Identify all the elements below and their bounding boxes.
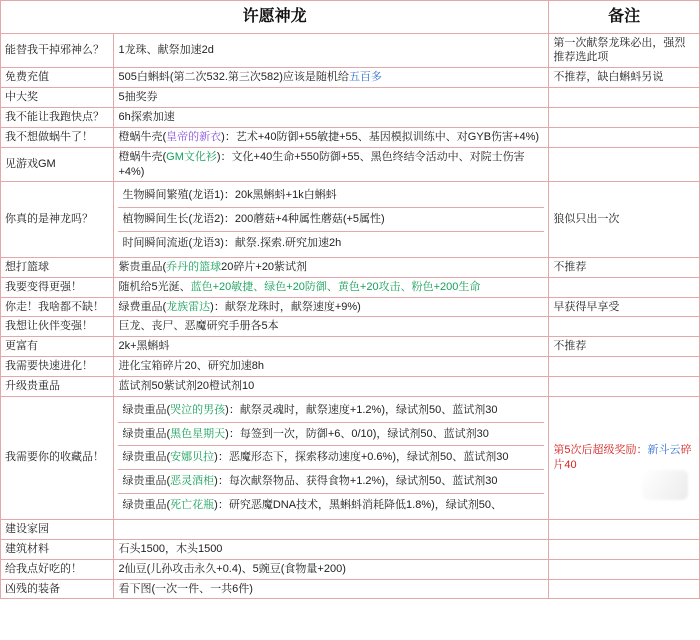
sub-pre: 绿贵重品(: [122, 427, 171, 440]
row-note: [549, 559, 700, 579]
page-title: 许愿神龙: [1, 1, 549, 34]
sub-pre: 绿贵重品(: [122, 475, 171, 488]
row-note: [549, 357, 700, 377]
reward-text: )：文化+40生命+550防御+55、黑色终结令活动中、对院士伤害+4%): [118, 150, 525, 178]
row-note: [549, 376, 700, 396]
item-name: 安娜贝拉: [170, 451, 215, 464]
reward-text: 随机给5光涎、: [118, 280, 191, 293]
row-note: 狼似只出一次: [549, 182, 700, 258]
reward-value-group: [114, 396, 549, 519]
table-row: [1, 317, 700, 337]
reward-value-group: [114, 182, 549, 258]
reward-highlight: 乔丹的篮球: [166, 260, 222, 273]
reward-value: 2仙豆(儿孙攻击永久+0.4)、5豌豆(食物量+200): [114, 559, 549, 579]
wish-label: 凶残的装备: [1, 579, 114, 599]
table-title-row: [1, 1, 700, 34]
reward-value: [114, 127, 549, 147]
reward-value: 巨龙、丧尸、恶魔研究手册各5本: [114, 317, 549, 337]
reward-text: 505白蝌蚪(第二次532.第三次582)应该是随机给: [118, 71, 349, 84]
reward-value: 石头1500，木头1500: [114, 539, 549, 559]
row-note: [549, 107, 700, 127]
sub-post: )：研究恶魔DNA技术，黑蝌蚪消耗降低1.8%)，绿试剂50、: [214, 499, 503, 512]
reward-value: [114, 297, 549, 317]
item-name: 恶灵酒柜: [170, 475, 215, 488]
reward-text: 绿费重品(: [118, 300, 167, 313]
note-highlight: 新斗云: [647, 444, 681, 457]
row-note: 不推荐: [549, 257, 700, 277]
row-note: [549, 317, 700, 337]
sub-row: [118, 446, 544, 470]
row-note: [549, 396, 700, 519]
table-row: [1, 107, 700, 127]
wish-label: 我不想做蜗牛了！: [1, 127, 114, 147]
reward-value: 5抽奖券: [114, 88, 549, 108]
wish-label: 中大奖: [1, 88, 114, 108]
reward-value: 看下图(一次一件、一共6件): [114, 579, 549, 599]
wish-label: 免费充值: [1, 68, 114, 88]
sub-table: [118, 184, 544, 255]
wish-label: 我要变得更强！: [1, 277, 114, 297]
reward-value: 6h探索加速: [114, 107, 549, 127]
row-note: 不推荐，缺白蝌蚪另说: [549, 68, 700, 88]
row-note: [549, 539, 700, 559]
reward-text: 紫贵重品(: [118, 260, 167, 273]
row-note: 不推荐: [549, 337, 700, 357]
row-note: [549, 88, 700, 108]
reward-value: [114, 277, 549, 297]
wish-label: 更富有: [1, 337, 114, 357]
item-name: 黑色星期天: [170, 427, 226, 440]
table-row: [1, 88, 700, 108]
sub-post: )：献祭灵魂时，献祭速度+1.2%)，绿试剂50、蓝试剂30: [225, 403, 498, 416]
sub-row: [118, 494, 544, 517]
table-row: [1, 127, 700, 147]
sub-row: 生物瞬间繁殖(龙语1)：20k黑蝌蚪+1k白蝌蚪: [118, 184, 544, 207]
table-row: [1, 277, 700, 297]
sub-row: [118, 422, 544, 446]
table-row: [1, 520, 700, 540]
note-text: 第5次后超级奖励：: [553, 444, 648, 457]
reward-text: )：献祭龙珠时，献祭速度+9%): [210, 300, 361, 313]
wish-label: 你真的是神龙吗？: [1, 182, 114, 258]
image-artifact: [642, 470, 688, 500]
reward-text: 20碎片+20紫试剂: [221, 260, 308, 273]
table-row: [1, 337, 700, 357]
table-row: [1, 357, 700, 377]
wish-label: 升级贵重品: [1, 376, 114, 396]
table-row: [1, 147, 700, 182]
wish-label: 我需要快速进化！: [1, 357, 114, 377]
wish-label: 我想让伙伴变强！: [1, 317, 114, 337]
sub-post: )：每次献祭物品、获得食物+1.2%)，绿试剂50、蓝试剂30: [214, 475, 498, 488]
reward-value: 2k+黑蝌蚪: [114, 337, 549, 357]
reward-highlight: 皇帝的新衣: [166, 130, 222, 143]
reward-value: [114, 257, 549, 277]
reward-text: 橙蜗牛壳(: [118, 150, 167, 163]
reward-highlight: GM文化衫: [166, 150, 217, 163]
wish-label: 建设家园: [1, 520, 114, 540]
reward-highlight: 龙族雷达: [166, 300, 211, 313]
wish-label: 你走！我啥都不缺！: [1, 297, 114, 317]
table-row: [1, 257, 700, 277]
table-row: [1, 579, 700, 599]
wish-label: 能替我干掉邪神么？: [1, 33, 114, 68]
sub-row: 时间瞬间流逝(龙语3)：献祭.探索.研究加速2h: [122, 237, 342, 250]
reward-text: 橙蜗牛壳(: [118, 130, 167, 143]
wish-label: 建筑材料: [1, 539, 114, 559]
row-note: 第一次献祭龙珠必出，强烈推荐选此项: [549, 33, 700, 68]
reward-highlight: 蓝色+20敏捷、绿色+20防御、黄色+20攻击、粉色+200生命: [190, 280, 481, 293]
table-row-dragon-words: [1, 182, 700, 258]
wish-label: 我不能让我跑快点？: [1, 107, 114, 127]
sub-post: )：每签到一次，防御+6、0/10)，绿试剂50、蓝试剂30: [225, 427, 489, 440]
sub-table: [118, 399, 544, 517]
wish-label: 见游戏GM: [1, 147, 114, 182]
table-row: [1, 297, 700, 317]
row-note: [549, 277, 700, 297]
row-note: [549, 147, 700, 182]
sub-pre: 绿贵重品(: [122, 403, 171, 416]
sub-row: [118, 399, 544, 422]
note-text: 碎片40: [553, 444, 692, 471]
wish-label: 我需要你的收藏品！: [1, 396, 114, 519]
table-row-collections: [1, 396, 700, 519]
note-column-header: 备注: [549, 1, 700, 34]
item-name: 哭泣的男孩: [170, 403, 226, 416]
table-row: [1, 559, 700, 579]
wish-label: 给我点好吃的！: [1, 559, 114, 579]
table-row: [1, 68, 700, 88]
sub-pre: 绿贵重品(: [122, 451, 171, 464]
sub-row: [118, 470, 544, 494]
sub-post: )：恶魔形态下，探索移动速度+0.6%)，绿试剂50、蓝试剂30: [214, 451, 509, 464]
reward-value: 进化宝箱碎片20、研究加速8h: [114, 357, 549, 377]
row-note: [549, 127, 700, 147]
item-name: 死亡花瓶: [170, 499, 215, 512]
reward-value: [114, 68, 549, 88]
reward-text: )：艺术+40防御+55敏捷+55、基因模拟训练中、对GYB伤害+4%): [221, 130, 540, 143]
wish-label: 想打篮球: [1, 257, 114, 277]
row-note: [549, 520, 700, 540]
sub-row: 植物瞬间生长(龙语2)：200蘑菇+4种属性蘑菇(+5属性): [118, 208, 544, 232]
sub-pre: 绿贵重品(: [122, 499, 171, 512]
reward-value: 1龙珠、献祭加速2d: [114, 33, 549, 68]
row-note: [549, 579, 700, 599]
table-row: [1, 376, 700, 396]
table-row: [1, 33, 700, 68]
reward-value: [114, 520, 549, 540]
row-note: 早获得早享受: [549, 297, 700, 317]
reward-value: [114, 147, 549, 182]
reward-highlight: 五百多: [348, 71, 382, 84]
reward-value: 蓝试剂50紫试剂20橙试剂10: [114, 376, 549, 396]
table-row: [1, 539, 700, 559]
